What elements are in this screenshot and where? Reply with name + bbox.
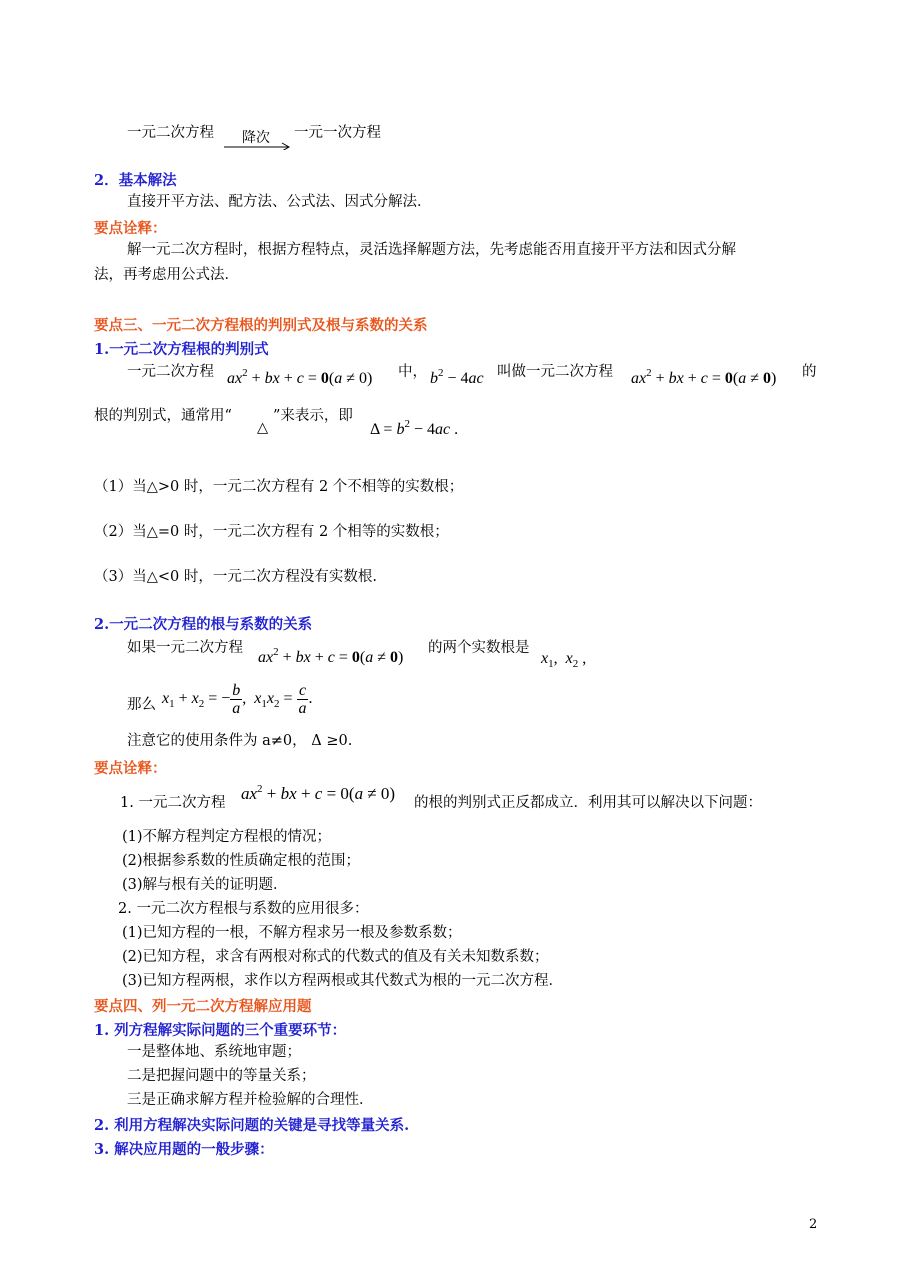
note2-sub-item-3: (3)已知方程两根，求作以方程两根或其代数式为根的一元二次方程． xyxy=(122,973,564,989)
case-2: （2）当△=0 时，一元二次方程有 2 个相等的实数根； xyxy=(94,524,449,540)
equation-discriminant: $b^2 - 4ac$ xyxy=(430,367,484,387)
discriminant-text-c: 叫做一元二次方程 xyxy=(497,364,613,380)
note2-sub-2: 2. 一元二次方程根与系数的应用很多： xyxy=(118,901,369,917)
note-label-2: 要点诠释： xyxy=(94,760,167,777)
vieta-text-then: 那么 xyxy=(127,697,156,713)
reduction-arrow xyxy=(222,126,290,150)
heading-general-steps: 3. 解决应用题的一般步骤： xyxy=(94,1141,274,1158)
section-title-4: 要点四、列一元二次方程解应用题 xyxy=(94,998,312,1015)
case-3: （3）当△<0 时，一元二次方程没有实数根. xyxy=(94,569,377,585)
discriminant-text-f: ”来表示，即 xyxy=(273,408,353,424)
basic-methods-text: 直接开平方法、配方法、公式法、因式分解法． xyxy=(127,194,432,210)
heading-three-steps: 1. 列方程解实际问题的三个重要环节： xyxy=(94,1022,347,1039)
usage-condition: 注意它的使用条件为 a≠0， Δ ≥0. xyxy=(127,733,353,749)
vieta-text-a: 如果一元二次方程 xyxy=(127,640,243,656)
step-2: 二是把握问题中的等量关系； xyxy=(127,1068,316,1084)
delta-symbol: △ xyxy=(257,420,269,436)
step-3: 三是正确求解方程并检验解的合理性． xyxy=(127,1092,374,1108)
equation-vieta: $x_1 + x_2$ = − $\frac{b}{a}$ , $x_1x_2$ = $\frac{c}{a}$ . xyxy=(162,682,313,717)
page-number: 2 xyxy=(809,1217,818,1232)
equation-handwritten: $ax^2$ + bx + c = 0(a ≠ 0) xyxy=(241,783,396,803)
equation-general: $ax^2$ + bx + c = 0(a ≠ 0) xyxy=(227,367,373,387)
discriminant-text-b: 中， xyxy=(398,364,427,380)
discriminant-text-a: 一元二次方程 xyxy=(127,364,214,380)
discriminant-text-d: 的 xyxy=(802,364,817,380)
note2-text-b: 的根的判别式正反都成立．利用其可以解决以下问题： xyxy=(414,795,762,811)
discriminant-text-e: 根的判别式，通常用“ xyxy=(94,408,232,424)
reduction-left: 一元二次方程 xyxy=(127,125,214,141)
note2-item-1: (1)不解方程判定方程根的情况； xyxy=(122,829,332,845)
step-1: 一是整体地、系统地审题； xyxy=(127,1044,301,1060)
roots-symbols: $x_1$, $x_2$ , xyxy=(541,650,587,670)
reduction-right: 一元一次方程 xyxy=(294,125,381,141)
heading-discriminant: 1.一元二次方程根的判别式 xyxy=(94,341,269,358)
heading-key: 2. 利用方程解决实际问题的关键是寻找等量关系. xyxy=(94,1117,410,1134)
case-1: （1）当△>0 时，一元二次方程有 2 个不相等的实数根； xyxy=(94,479,464,495)
note2-item-3: (3)解与根有关的证明题． xyxy=(122,877,288,893)
note2-text-a: 1. 一元二次方程 xyxy=(120,795,226,811)
equation-general-2: $ax^2$ + bx + c = 0(a ≠ 0) xyxy=(631,367,777,387)
arrow-label: 降次 xyxy=(242,130,270,146)
section-title-3: 要点三、一元二次方程根的判别式及根与系数的关系 xyxy=(94,317,428,334)
note-label: 要点诠释： xyxy=(94,220,167,237)
note2-item-2: (2)根据参系数的性质确定根的范围； xyxy=(122,853,361,869)
equation-general-3: $ax^2$ + bx + c = 0(a ≠ 0) xyxy=(258,646,404,666)
equation-delta: $\Delta = b^2 - 4ac$ . xyxy=(370,418,459,438)
note-text-2: 法，再考虑用公式法． xyxy=(94,267,239,283)
vieta-text-b: 的两个实数根是 xyxy=(428,640,530,656)
heading-vieta: 2.一元二次方程的根与系数的关系 xyxy=(94,616,313,633)
note-text-1: 解一元二次方程时，根据方程特点，灵活选择解题方法，先考虑能否用直接开平方法和因式分解 xyxy=(127,242,736,258)
note2-sub-item-2: (2)已知方程，求含有两根对称式的代数式的值及有关未知数系数； xyxy=(122,949,549,965)
right-arrow-icon xyxy=(222,126,292,150)
heading-basic-methods: 2．基本解法 xyxy=(94,172,177,189)
note2-sub-item-1: (1)已知方程的一根，不解方程求另一根及参数系数； xyxy=(122,925,462,941)
